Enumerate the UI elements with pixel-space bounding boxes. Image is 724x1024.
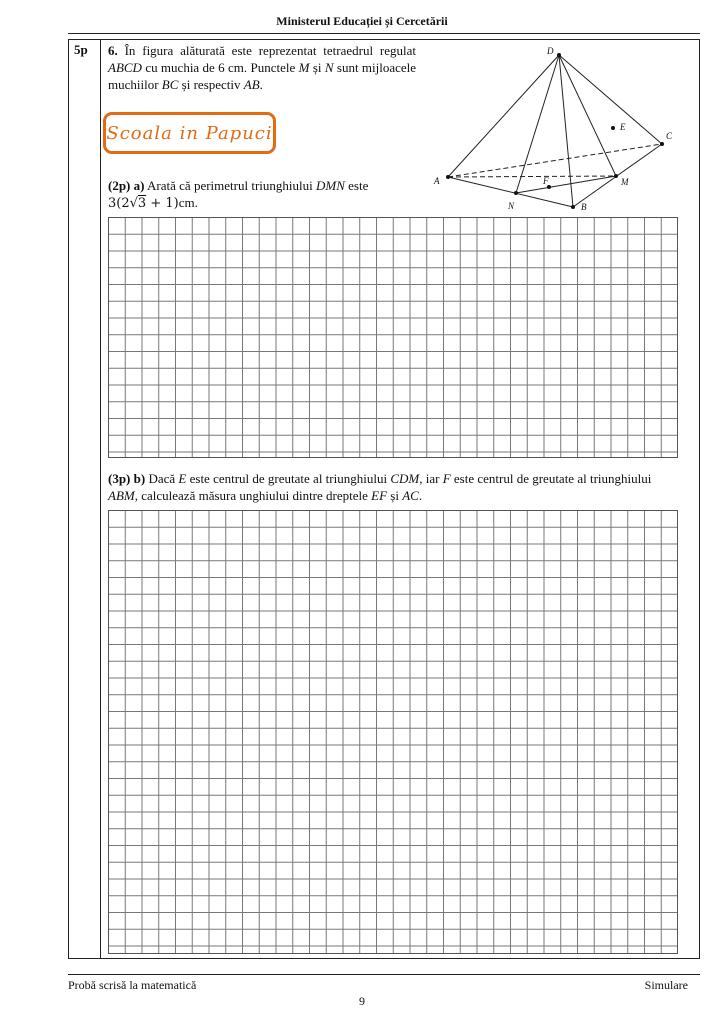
page-header: Ministerul Educației și Cercetării: [276, 14, 448, 28]
label-n: N: [508, 201, 515, 211]
part-b-text: Dacă: [148, 471, 176, 486]
triangle-cdm: CDM: [390, 471, 420, 486]
header-rule: [68, 33, 700, 34]
part-b-text: este centrul de greutate al triunghiului: [189, 471, 388, 486]
label-a: A: [434, 176, 440, 186]
label-m: M: [621, 177, 629, 187]
part-a-question: [108, 177, 416, 212]
edge-da: [448, 55, 559, 177]
label-f: F: [543, 176, 549, 186]
edge-ab: AB: [243, 77, 260, 92]
page-number: 9: [359, 994, 365, 1008]
edge-ac-hidden: [448, 144, 662, 177]
point-n: N: [324, 60, 334, 75]
part-b-points: (3p): [108, 471, 131, 486]
label-c: C: [666, 131, 673, 141]
statement-text: și respectiv: [181, 77, 241, 92]
point-f: F: [442, 471, 451, 486]
part-b-text: este centrul de greutate al triunghiului: [453, 471, 652, 486]
formula-pre: 3(2: [108, 196, 130, 211]
label-b: B: [581, 202, 587, 212]
statement-text: În figura alăturată este reprezentat tetraedrul regulat: [124, 43, 416, 58]
point-e-dot: [611, 126, 615, 130]
vertex-b: [571, 205, 575, 209]
line-ef: EF: [371, 488, 388, 503]
footer-left: Probă scrisă la matematică: [68, 978, 197, 992]
statement-end: .: [259, 77, 263, 92]
part-a-letter: a): [133, 178, 145, 193]
statement-text: sunt mijloacele muchiilor: [108, 60, 417, 92]
tetra-name: ABCD: [108, 60, 142, 75]
label-e: E: [620, 122, 626, 132]
part-a-text: Arată că perimetrul triunghiului: [147, 178, 313, 193]
point-n-dot: [514, 191, 518, 195]
watermark-logo: Scoala in Papuci: [103, 112, 276, 154]
formula-post: + 1): [150, 196, 179, 211]
statement-text: cu muchia de 6 cm. Punctele: [145, 60, 296, 75]
footer-right: Simulare: [644, 978, 688, 992]
point-m-dot: [614, 174, 618, 178]
line-ac: AC: [402, 488, 419, 503]
answer-grid-b[interactable]: [108, 510, 678, 954]
part-b-text: și: [390, 488, 399, 503]
part-b-text: , iar: [419, 471, 440, 486]
triangle-abm: ABM: [108, 488, 135, 503]
problem-statement: [108, 42, 416, 93]
problem-number: 6.: [108, 43, 118, 58]
part-b-question: [108, 470, 678, 504]
edge-dm: [559, 55, 616, 176]
part-b-letter: b): [133, 471, 146, 486]
triangle-dmn: DMN: [315, 178, 345, 193]
answer-grid-a[interactable]: [108, 217, 678, 458]
tetrahedron-figure: [430, 44, 690, 219]
footer-rule: [68, 974, 700, 975]
edge-dn: [516, 55, 559, 193]
sqrt-argument: 3: [137, 196, 147, 211]
points-label: 5p: [74, 42, 88, 57]
vertex-a: [446, 175, 450, 179]
edge-bc: BC: [161, 77, 179, 92]
edge-dc: [559, 55, 662, 144]
vertex-d: [557, 53, 561, 57]
point-m: M: [298, 60, 310, 75]
part-a-points: (2p): [108, 178, 131, 193]
vertex-c: [660, 142, 664, 146]
segment-nm: [516, 176, 616, 193]
statement-text: și: [312, 60, 322, 75]
unit: cm.: [178, 195, 198, 210]
points-column-divider: [100, 39, 101, 959]
sqrt-symbol: √: [129, 196, 138, 211]
part-b-end: .: [418, 488, 423, 503]
part-a-text: este: [348, 178, 369, 193]
label-d: D: [547, 46, 554, 56]
part-b-text: , calculează măsura unghiului dintre dreptele: [134, 488, 368, 503]
segment-am-hidden: [448, 176, 616, 177]
formula: [108, 196, 179, 211]
point-e: E: [178, 471, 187, 486]
